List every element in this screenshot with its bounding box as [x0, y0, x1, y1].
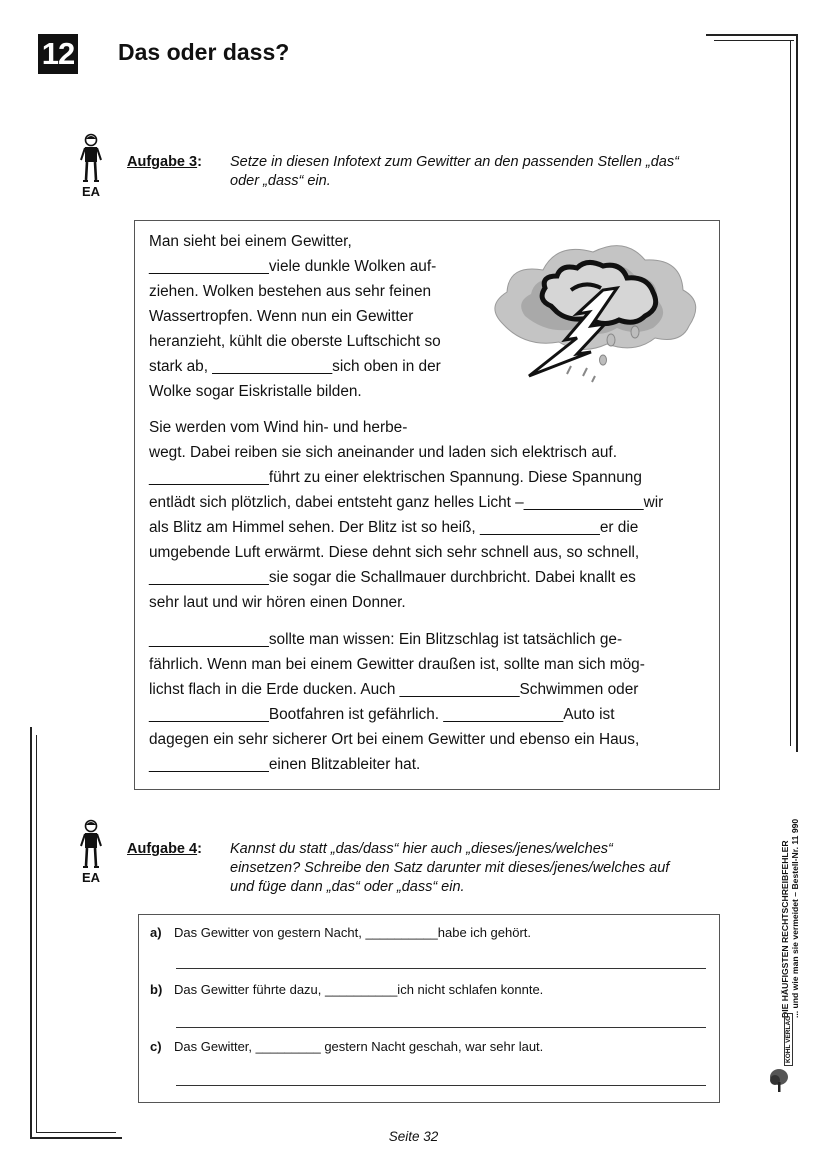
- frame-top-line: [706, 34, 798, 36]
- task4-text-line: Kannst du statt „das/dass“ hier auch „dieses/jenes/welches“: [230, 841, 613, 857]
- side-imprint: [780, 819, 800, 1018]
- page-title: Das oder dass?: [118, 39, 290, 65]
- task3-text-line: Setze in diesen Infotext zum Gewitter an den passenden Stellen „das“: [230, 154, 679, 170]
- text-line: Wassertropfen. Wenn nun ein Gewitter: [149, 308, 414, 325]
- text-line: Sie werden vom Wind hin- und herbe-: [149, 419, 408, 436]
- answer-line-b[interactable]: [176, 1027, 706, 1028]
- text-line: heranzieht, kühlt die oberste Luftschicht so: [149, 333, 441, 350]
- text-line: wegt. Dabei reiben sie sich aneinander und laden sich elektrisch auf.: [149, 444, 617, 461]
- ea-label: EA: [81, 870, 101, 885]
- exercise-letter: a): [150, 925, 162, 940]
- text-line: ______________sie sogar die Schallmauer durchbricht. Dabei knallt es: [149, 569, 636, 586]
- task3-instructions: [230, 153, 679, 191]
- frame-left-line: [30, 727, 32, 1139]
- task4-heading: [127, 840, 202, 858]
- task3-colon: :: [197, 154, 202, 170]
- text-line: als Blitz am Himmel sehen. Der Blitz ist so heiß, ______________er die: [149, 519, 639, 536]
- frame-top-line-inner: [714, 40, 794, 41]
- ea-label: EA: [81, 184, 101, 199]
- side-imprint-line: ... und wie man sie vermeidet – Bestell-Nr. 11 990: [790, 818, 800, 1018]
- exercise-sentence: Das Gewitter von gestern Nacht, __________habe ich gehört.: [174, 925, 532, 940]
- task4-instructions: [230, 840, 669, 897]
- exercise-box: [138, 914, 720, 1103]
- exercise-letter: b): [150, 982, 163, 997]
- exercise-sentence: Das Gewitter führte dazu, __________ich nicht schlafen konnte.: [174, 982, 544, 997]
- task4-text-line: einsetzen? Schreibe den Satz darunter mit dieses/jenes/welches auf: [230, 860, 670, 876]
- text-line: dagegen ein sehr sicherer Ort bei einem Gewitter und ebenso ein Haus,: [149, 731, 640, 748]
- task4-text-line: und füge dann „das“ oder „dass“ ein.: [230, 879, 465, 895]
- tree-logo-icon: [768, 1068, 790, 1094]
- publisher-label: KOHL VERLAG: [784, 1013, 793, 1066]
- text-line: ______________viele dunkle Wolken auf-: [149, 258, 437, 275]
- exercise-item-c: [150, 1039, 543, 1054]
- exercise-item-b: [150, 982, 543, 997]
- person-icon: [78, 819, 104, 869]
- task3-text-line: oder „dass“ ein.: [230, 173, 331, 189]
- text-line: ______________einen Blitzableiter hat.: [149, 756, 421, 773]
- exercise-letter: c): [150, 1039, 162, 1054]
- text-line: ziehen. Wolken bestehen aus sehr feinen: [149, 283, 432, 300]
- text-line: ______________Bootfahren ist gefährlich. ______________Auto ist: [149, 706, 615, 723]
- text-line: lichst flach in die Erde ducken. Auch ______________Schwimmen oder: [149, 681, 639, 698]
- infotext-paragraph-2: [149, 415, 663, 615]
- text-line: ______________führt zu einer elektrischen Spannung. Diese Spannung: [149, 469, 642, 486]
- text-line: entlädt sich plötzlich, dabei entsteht ganz helles Licht –______________wir: [149, 494, 664, 511]
- frame-right-line: [796, 34, 798, 752]
- page-number: Seite 32: [388, 1129, 439, 1144]
- side-imprint-line: DIE HÄUFIGSTEN RECHTSCHREIBFEHLER: [780, 840, 790, 1018]
- task3-heading: [127, 153, 202, 171]
- text-line: stark ab, ______________sich oben in der: [149, 358, 441, 375]
- frame-right-line-inner: [790, 40, 791, 746]
- answer-line-a[interactable]: [176, 968, 706, 969]
- text-line: Man sieht bei einem Gewitter,: [149, 233, 352, 250]
- infotext-paragraph-1: [149, 229, 441, 404]
- exercise-item-a: [150, 925, 531, 940]
- task4-colon: :: [197, 841, 202, 857]
- text-line: Wolke sogar Eiskristalle bilden.: [149, 383, 362, 400]
- chapter-number: 12: [38, 34, 78, 74]
- text-line: umgebende Luft erwärmt. Diese dehnt sich sehr schnell aus, so schnell,: [149, 544, 640, 561]
- infotext-paragraph-3: [149, 627, 645, 777]
- task4-label: Aufgabe 4: [127, 841, 198, 857]
- thunderstorm-cloud-icon: [485, 236, 703, 384]
- text-line: sehr laut und wir hören einen Donner.: [149, 594, 406, 611]
- task3-label: Aufgabe 3: [127, 154, 198, 170]
- answer-line-c[interactable]: [176, 1085, 706, 1086]
- exercise-sentence: Das Gewitter, _________ gestern Nacht geschah, war sehr laut.: [174, 1039, 544, 1054]
- text-line: fährlich. Wenn man bei einem Gewitter draußen ist, sollte man sich mög-: [149, 656, 645, 673]
- frame-left-line-inner: [36, 735, 37, 1133]
- person-icon: [78, 133, 104, 183]
- text-line: ______________sollte man wissen: Ein Blitzschlag ist tatsächlich ge-: [149, 631, 623, 648]
